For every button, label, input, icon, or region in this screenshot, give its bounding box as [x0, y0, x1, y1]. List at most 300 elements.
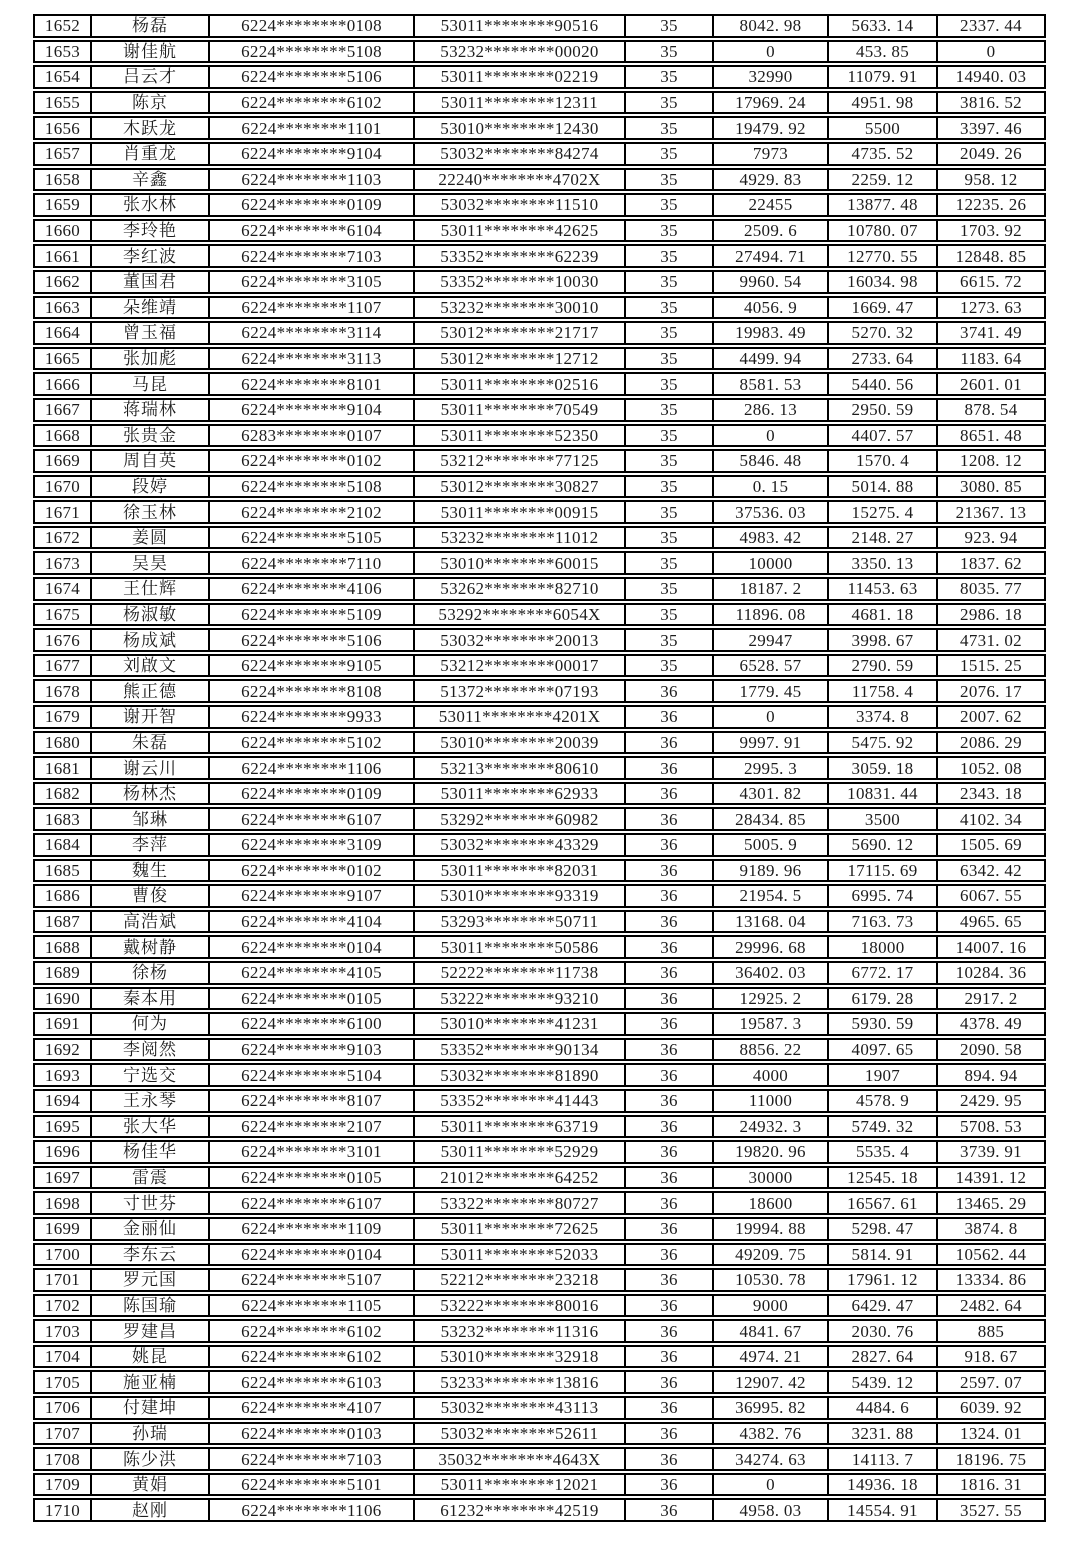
cell-amount-2: 5298. 47	[829, 1219, 938, 1239]
cell-name: 辛鑫	[92, 170, 210, 190]
cell-row-index: 1707	[35, 1424, 92, 1444]
cell-amount-1: 19983. 49	[714, 323, 829, 343]
cell-amount-2: 10831. 44	[829, 784, 938, 804]
cell-card-number: 6224********5109	[210, 605, 415, 625]
cell-card-number: 6224********0109	[210, 784, 415, 804]
cell-period: 35	[626, 349, 714, 369]
cell-card-number: 6224********0102	[210, 451, 415, 471]
cell-card-number: 6224********5106	[210, 630, 415, 650]
cell-amount-3: 1703. 92	[960, 221, 1022, 241]
cell-card-number: 6224********5101	[210, 1475, 415, 1495]
cell-amount-1: 4056. 9	[714, 298, 829, 318]
cell-row-index: 1680	[35, 733, 92, 753]
cell-amount-3: 1052. 08	[960, 758, 1022, 778]
cell-amount-1: 24932. 3	[714, 1117, 829, 1137]
cell-amount-2: 3231. 88	[829, 1424, 938, 1444]
table-row	[33, 884, 1046, 908]
cell-amount-3: 2076. 17	[960, 681, 1022, 701]
cell-amount-3: 18196. 75	[955, 1449, 1027, 1469]
cell-row-index: 1687	[35, 912, 92, 932]
cell-row-index: 1708	[35, 1449, 92, 1469]
cell-amount-2: 2259. 12	[829, 170, 938, 190]
cell-id-number: 53232********00020	[415, 42, 626, 62]
cell-id-number: 53032********11510	[415, 195, 626, 215]
cell-name: 杨成斌	[92, 630, 210, 650]
cell-amount-2: 5690. 12	[829, 835, 938, 855]
cell-amount-3: 894. 94	[964, 1065, 1018, 1085]
cell-amount-2: 15275. 4	[829, 502, 938, 522]
cell-amount-1: 7973	[714, 144, 829, 164]
table-row	[33, 270, 1046, 294]
cell-amount-1: 36995. 82	[714, 1398, 829, 1418]
cell-name: 曾玉福	[92, 323, 210, 343]
cell-id-number: 53322********80727	[415, 1193, 626, 1213]
cell-id-number: 53352********62239	[415, 246, 626, 266]
table-row	[33, 1396, 1046, 1420]
cell-name: 罗元国	[92, 1270, 210, 1290]
cell-row-index: 1684	[35, 835, 92, 855]
cell-amount-1: 27494. 71	[714, 246, 829, 266]
cell-amount-2: 5440. 56	[829, 374, 938, 394]
cell-amount-2: 6995. 74	[829, 886, 938, 906]
table-row	[33, 526, 1046, 550]
table-row	[33, 603, 1046, 627]
cell-name: 段婷	[92, 477, 210, 497]
cell-amount-1: 2995. 3	[714, 758, 829, 778]
cell-id-number: 53011********12021	[415, 1475, 626, 1495]
cell-amount-3: 1515. 25	[960, 656, 1022, 676]
cell-name: 谢开智	[92, 707, 210, 727]
cell-amount-3: 2917. 2	[964, 988, 1018, 1008]
cell-period: 36	[626, 1193, 714, 1213]
cell-id-number: 53011********90516	[415, 16, 626, 36]
cell-amount-1: 4301. 82	[714, 784, 829, 804]
cell-card-number: 6224********3105	[210, 272, 415, 292]
cell-amount-1: 11000	[714, 1091, 829, 1111]
cell-id-number: 53352********41443	[415, 1091, 626, 1111]
table-row	[33, 500, 1046, 524]
cell-name: 高浩斌	[92, 912, 210, 932]
cell-name: 朵维靖	[92, 298, 210, 318]
cell-amount-1: 0	[714, 707, 829, 727]
cell-amount-3: 6039. 92	[960, 1398, 1022, 1418]
cell-row-index: 1682	[35, 784, 92, 804]
cell-amount-1: 4929. 83	[714, 170, 829, 190]
cell-card-number: 6224********5102	[210, 733, 415, 753]
cell-amount-3: 4378. 49	[960, 1014, 1022, 1034]
cell-name: 雷震	[92, 1168, 210, 1188]
cell-amount-3: 8035. 77	[960, 579, 1022, 599]
cell-name: 杨淑敏	[92, 605, 210, 625]
cell-row-index: 1678	[35, 681, 92, 701]
table-row	[33, 551, 1046, 575]
cell-id-number: 53032********84274	[415, 144, 626, 164]
cell-name: 罗建昌	[92, 1321, 210, 1341]
cell-card-number: 6224********5107	[210, 1270, 415, 1290]
cell-period: 35	[626, 553, 714, 573]
cell-amount-3: 918. 67	[964, 1347, 1018, 1367]
cell-period: 35	[626, 67, 714, 87]
cell-amount-1: 4499. 94	[714, 349, 829, 369]
cell-id-number: 53352********10030	[415, 272, 626, 292]
cell-amount-1: 29996. 68	[714, 937, 829, 957]
cell-amount-2: 14936. 18	[829, 1475, 938, 1495]
table-row	[33, 40, 1046, 64]
cell-amount-2: 3350. 13	[829, 553, 938, 573]
cell-card-number: 6224********6107	[210, 809, 415, 829]
cell-amount-3: 958. 12	[964, 169, 1018, 189]
cell-amount-2: 1570. 4	[829, 451, 938, 471]
cell-amount-1: 49209. 75	[714, 1245, 829, 1265]
cell-id-number: 53011********12311	[415, 93, 626, 113]
cell-id-number: 53032********43329	[415, 835, 626, 855]
cell-amount-1: 9189. 96	[714, 861, 829, 881]
cell-id-number: 53010********93319	[415, 886, 626, 906]
cell-amount-1: 5846. 48	[714, 451, 829, 471]
cell-name: 陈少洪	[92, 1449, 210, 1469]
cell-name: 黄娟	[92, 1475, 210, 1495]
cell-row-index: 1676	[35, 630, 92, 650]
cell-amount-1: 4841. 67	[714, 1321, 829, 1341]
cell-amount-2: 12545. 18	[829, 1168, 938, 1188]
cell-period: 35	[626, 118, 714, 138]
cell-amount-1: 28434. 85	[714, 809, 829, 829]
cell-amount-2: 11758. 4	[829, 681, 938, 701]
cell-period: 35	[626, 272, 714, 292]
table-row	[33, 1243, 1046, 1267]
cell-amount-3: 1505. 69	[960, 835, 1022, 855]
table-row	[33, 244, 1046, 268]
cell-period: 36	[626, 1117, 714, 1137]
table-row	[33, 577, 1046, 601]
cell-period: 36	[626, 1168, 714, 1188]
cell-period: 36	[626, 1219, 714, 1239]
cell-id-number: 61232********42519	[415, 1500, 626, 1520]
cell-period: 35	[626, 298, 714, 318]
table-row	[33, 1063, 1046, 1087]
data-table	[33, 14, 1046, 1524]
cell-row-index: 1705	[35, 1372, 92, 1392]
table-row	[33, 1191, 1046, 1215]
cell-row-index: 1669	[35, 451, 92, 471]
cell-amount-2: 18000	[829, 937, 938, 957]
cell-name: 肖重龙	[92, 144, 210, 164]
cell-id-number: 53011********52033	[415, 1245, 626, 1265]
cell-name: 王仕辉	[92, 579, 210, 599]
cell-amount-1: 18187. 2	[714, 579, 829, 599]
cell-amount-2: 4681. 18	[829, 605, 938, 625]
cell-period: 35	[626, 16, 714, 36]
cell-amount-2: 17115. 69	[829, 861, 938, 881]
table-row	[33, 1268, 1046, 1292]
cell-card-number: 6224********1105	[210, 1296, 415, 1316]
cell-amount-1: 10000	[714, 553, 829, 573]
cell-name: 戴树静	[92, 937, 210, 957]
cell-amount-2: 16034. 98	[829, 272, 938, 292]
table-row	[33, 1217, 1046, 1241]
cell-amount-1: 8042. 98	[714, 16, 829, 36]
cell-amount-1: 8581. 53	[714, 374, 829, 394]
table-row	[33, 1319, 1046, 1343]
table-row	[33, 1038, 1046, 1062]
cell-amount-3: 13465. 29	[955, 1193, 1027, 1213]
cell-card-number: 6224********5106	[210, 67, 415, 87]
cell-amount-3: 1324. 01	[960, 1423, 1022, 1443]
cell-id-number: 53032********43113	[415, 1398, 626, 1418]
cell-id-number: 53032********81890	[415, 1065, 626, 1085]
cell-amount-1: 4958. 03	[714, 1500, 829, 1520]
table-row	[33, 1447, 1046, 1471]
table-row	[33, 961, 1046, 985]
cell-row-index: 1696	[35, 1142, 92, 1162]
cell-amount-3: 3397. 46	[960, 118, 1022, 138]
cell-period: 36	[626, 861, 714, 881]
cell-row-index: 1659	[35, 195, 92, 215]
table-row	[33, 1473, 1046, 1497]
cell-period: 36	[626, 784, 714, 804]
cell-amount-3: 3816. 52	[960, 93, 1022, 113]
cell-card-number: 6224********2102	[210, 502, 415, 522]
cell-row-index: 1688	[35, 937, 92, 957]
cell-amount-3: 3080. 85	[960, 476, 1022, 496]
cell-period: 35	[626, 528, 714, 548]
cell-amount-3: 14007. 16	[955, 937, 1027, 957]
table-row	[33, 910, 1046, 934]
table-row	[33, 296, 1046, 320]
cell-card-number: 6224********0105	[210, 989, 415, 1009]
cell-row-index: 1670	[35, 477, 92, 497]
cell-id-number: 53011********82031	[415, 861, 626, 881]
cell-id-number: 53032********20013	[415, 630, 626, 650]
cell-amount-3: 14391. 12	[955, 1168, 1027, 1188]
cell-card-number: 6224********0104	[210, 937, 415, 957]
cell-name: 吴昊	[92, 553, 210, 573]
cell-amount-2: 1669. 47	[829, 298, 938, 318]
cell-amount-2: 11453. 63	[829, 579, 938, 599]
cell-amount-2: 4097. 65	[829, 1040, 938, 1060]
cell-row-index: 1664	[35, 323, 92, 343]
cell-card-number: 6224********6100	[210, 1014, 415, 1034]
cell-amount-3: 12848. 85	[955, 246, 1027, 266]
cell-card-number: 6224********1101	[210, 118, 415, 138]
cell-row-index: 1698	[35, 1193, 92, 1213]
cell-name: 邹琳	[92, 809, 210, 829]
cell-amount-2: 4578. 9	[829, 1091, 938, 1111]
cell-row-index: 1679	[35, 707, 92, 727]
cell-name: 徐玉林	[92, 502, 210, 522]
cell-row-index: 1652	[35, 16, 92, 36]
cell-row-index: 1689	[35, 963, 92, 983]
cell-period: 36	[626, 1321, 714, 1341]
cell-period: 35	[626, 170, 714, 190]
cell-amount-2: 17961. 12	[829, 1270, 938, 1290]
table-row	[33, 116, 1046, 140]
cell-period: 36	[626, 886, 714, 906]
cell-amount-2: 2790. 59	[829, 656, 938, 676]
cell-card-number: 6224********1107	[210, 298, 415, 318]
table-row	[33, 14, 1046, 38]
cell-id-number: 53232********30010	[415, 298, 626, 318]
cell-name: 王永琴	[92, 1091, 210, 1111]
cell-period: 35	[626, 451, 714, 471]
table-row	[33, 756, 1046, 780]
cell-row-index: 1691	[35, 1014, 92, 1034]
cell-card-number: 6224********0104	[210, 1245, 415, 1265]
cell-name: 赵刚	[92, 1500, 210, 1520]
cell-id-number: 53292********60982	[415, 809, 626, 829]
cell-id-number: 35032********4643X	[415, 1449, 626, 1469]
cell-period: 35	[626, 605, 714, 625]
cell-amount-1: 19820. 96	[714, 1142, 829, 1162]
cell-card-number: 6224********9104	[210, 400, 415, 420]
cell-card-number: 6224********3101	[210, 1142, 415, 1162]
cell-row-index: 1685	[35, 861, 92, 881]
cell-name: 何为	[92, 1014, 210, 1034]
cell-id-number: 53011********02516	[415, 374, 626, 394]
cell-amount-3: 2086. 29	[960, 732, 1022, 752]
cell-period: 35	[626, 144, 714, 164]
cell-amount-1: 0	[714, 42, 829, 62]
table-row	[33, 65, 1046, 89]
table-row	[33, 372, 1046, 396]
cell-name: 张水林	[92, 195, 210, 215]
cell-amount-3: 3527. 55	[960, 1500, 1022, 1520]
cell-amount-3: 14940. 03	[955, 67, 1027, 87]
cell-id-number: 53010********60015	[415, 553, 626, 573]
cell-card-number: 6224********6107	[210, 1193, 415, 1213]
cell-id-number: 53010********12430	[415, 118, 626, 138]
cell-name: 金丽仙	[92, 1219, 210, 1239]
cell-row-index: 1699	[35, 1219, 92, 1239]
cell-amount-3: 3874. 8	[964, 1219, 1018, 1239]
cell-card-number: 6224********9103	[210, 1040, 415, 1060]
cell-period: 35	[626, 323, 714, 343]
cell-row-index: 1706	[35, 1398, 92, 1418]
cell-card-number: 6224********5108	[210, 477, 415, 497]
cell-amount-1: 32990	[714, 67, 829, 87]
cell-amount-2: 2148. 27	[829, 528, 938, 548]
cell-period: 36	[626, 1449, 714, 1469]
cell-name: 朱磊	[92, 733, 210, 753]
cell-amount-1: 22455	[714, 195, 829, 215]
cell-id-number: 53011********52929	[415, 1142, 626, 1162]
cell-amount-2: 10780. 07	[829, 221, 938, 241]
cell-name: 董国君	[92, 272, 210, 292]
table-row	[33, 1345, 1046, 1369]
cell-id-number: 53011********52350	[415, 426, 626, 446]
cell-row-index: 1700	[35, 1245, 92, 1265]
table-row	[33, 935, 1046, 959]
cell-period: 35	[626, 502, 714, 522]
cell-id-number: 53352********90134	[415, 1040, 626, 1060]
cell-row-index: 1668	[35, 426, 92, 446]
table-row	[33, 1140, 1046, 1164]
cell-amount-2: 6179. 28	[829, 989, 938, 1009]
cell-id-number: 52222********11738	[415, 963, 626, 983]
table-row	[33, 1370, 1046, 1394]
cell-row-index: 1667	[35, 400, 92, 420]
cell-amount-1: 30000	[714, 1168, 829, 1188]
cell-name: 木跃龙	[92, 118, 210, 138]
cell-amount-3: 1208. 12	[960, 451, 1022, 471]
cell-amount-1: 1779. 45	[714, 681, 829, 701]
cell-row-index: 1658	[35, 170, 92, 190]
cell-amount-2: 5749. 32	[829, 1117, 938, 1137]
cell-period: 36	[626, 1372, 714, 1392]
cell-row-index: 1674	[35, 579, 92, 599]
cell-period: 35	[626, 630, 714, 650]
cell-amount-3: 10562. 44	[955, 1244, 1027, 1264]
cell-amount-2: 5633. 14	[829, 16, 938, 36]
cell-name: 杨磊	[92, 16, 210, 36]
cell-name: 姚昆	[92, 1347, 210, 1367]
cell-row-index: 1662	[35, 272, 92, 292]
cell-amount-1: 9997. 91	[714, 733, 829, 753]
cell-row-index: 1672	[35, 528, 92, 548]
cell-card-number: 6224********5105	[210, 528, 415, 548]
cell-name: 姜圆	[92, 528, 210, 548]
cell-amount-3: 2482. 64	[960, 1295, 1022, 1315]
cell-amount-2: 5930. 59	[829, 1014, 938, 1034]
cell-amount-3: 0	[986, 41, 996, 61]
cell-id-number: 53212********00017	[415, 656, 626, 676]
cell-row-index: 1671	[35, 502, 92, 522]
cell-amount-2: 453. 85	[829, 42, 938, 62]
table-row	[33, 859, 1046, 883]
cell-card-number: 6224********1103	[210, 170, 415, 190]
cell-amount-3: 4731. 02	[960, 630, 1022, 650]
cell-amount-1: 21954. 5	[714, 886, 829, 906]
table-row	[33, 807, 1046, 831]
cell-name: 魏生	[92, 861, 210, 881]
cell-amount-1: 18600	[714, 1193, 829, 1213]
cell-card-number: 6224********9105	[210, 656, 415, 676]
cell-amount-1: 0. 15	[714, 477, 829, 497]
cell-amount-1: 9000	[714, 1296, 829, 1316]
cell-period: 35	[626, 579, 714, 599]
table-row	[33, 1422, 1046, 1446]
cell-amount-3: 3741. 49	[960, 323, 1022, 343]
cell-amount-1: 4983. 42	[714, 528, 829, 548]
table-row	[33, 168, 1046, 192]
cell-card-number: 6224********8108	[210, 681, 415, 701]
cell-row-index: 1663	[35, 298, 92, 318]
cell-card-number: 6224********3109	[210, 835, 415, 855]
cell-id-number: 53212********77125	[415, 451, 626, 471]
cell-amount-1: 10530. 78	[714, 1270, 829, 1290]
table-row	[33, 731, 1046, 755]
cell-amount-3: 2049. 26	[960, 144, 1022, 164]
cell-row-index: 1660	[35, 221, 92, 241]
cell-card-number: 6224********4106	[210, 579, 415, 599]
cell-amount-2: 5475. 92	[829, 733, 938, 753]
cell-row-index: 1657	[35, 144, 92, 164]
cell-card-number: 6224********2107	[210, 1117, 415, 1137]
cell-period: 36	[626, 835, 714, 855]
cell-row-index: 1701	[35, 1270, 92, 1290]
cell-id-number: 53011********62933	[415, 784, 626, 804]
cell-amount-1: 8856. 22	[714, 1040, 829, 1060]
table-row	[33, 347, 1046, 371]
cell-amount-2: 5500	[829, 118, 938, 138]
cell-period: 35	[626, 246, 714, 266]
cell-amount-1: 6528. 57	[714, 656, 829, 676]
cell-amount-2: 2733. 64	[829, 349, 938, 369]
cell-id-number: 53012********12712	[415, 349, 626, 369]
table-row	[33, 321, 1046, 345]
cell-name: 李阅然	[92, 1040, 210, 1060]
cell-id-number: 53222********93210	[415, 989, 626, 1009]
